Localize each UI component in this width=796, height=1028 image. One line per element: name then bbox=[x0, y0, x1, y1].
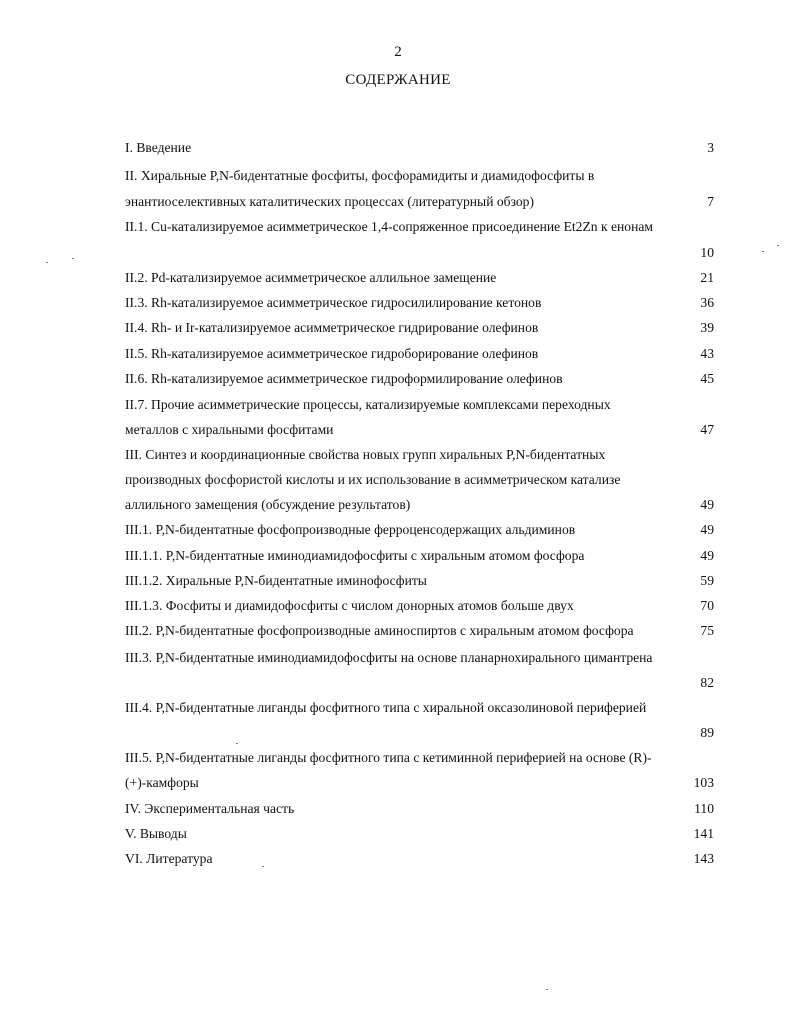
toc-line bbox=[125, 697, 714, 719]
toc-entry-page: 10 bbox=[700, 245, 714, 260]
toc-entry-text: II.1. Cu-катализируемое асимметрическое 1,4-сопряженное присоединение Et2Zn к енонам bbox=[125, 219, 653, 234]
toc-entry-text: III.4. P,N-бидентатные лиганды фосфитного типа с хиральной оксазолиновой периферией bbox=[125, 700, 647, 715]
toc-entry-text: IV. Экспериментальная часть bbox=[125, 801, 295, 816]
page-title: СОДЕРЖАНИЕ bbox=[345, 72, 451, 88]
toc-entry-page: 49 bbox=[700, 548, 714, 563]
toc-entry-page: 143 bbox=[693, 851, 714, 866]
toc-line bbox=[125, 772, 714, 794]
toc-entry-page: 7 bbox=[707, 194, 714, 209]
toc-entry-text: III.1. P,N-бидентатные фосфопроизводные ферроценсодержащих альдиминов bbox=[125, 522, 576, 537]
toc-line bbox=[125, 798, 714, 820]
toc-entry-text: II.7. Прочие асимметрические процессы, катализируемые комплексами переходных bbox=[125, 397, 611, 412]
toc-entry-text: III. Синтез и координационные свойства новых групп хиральных P,N-бидентатных bbox=[125, 447, 606, 462]
toc-entry-text: производных фосфористой кислоты и их использование в асимметрическом катализе bbox=[125, 472, 621, 487]
toc-entry-text: (+)-камфоры bbox=[125, 775, 199, 790]
toc-entry-text: II. Хиральные P,N-бидентатные фосфиты, фосфорамидиты и диамидофосфиты в bbox=[125, 168, 595, 183]
toc-line bbox=[125, 419, 714, 441]
toc-entry-text: V. Выводы bbox=[125, 826, 187, 841]
toc-line bbox=[125, 317, 714, 339]
toc-entry-text: II.2. Pd-катализируемое асимметрическое аллильное замещение bbox=[125, 270, 497, 285]
toc-entry-text: II.3. Rh-катализируемое асимметрическое гидросилилирование кетонов bbox=[125, 295, 542, 310]
toc-line bbox=[125, 368, 714, 390]
toc-line bbox=[125, 647, 714, 669]
toc-line bbox=[125, 137, 714, 159]
toc-line bbox=[125, 672, 714, 694]
toc-line bbox=[125, 595, 714, 617]
toc-entry-page: 36 bbox=[700, 295, 714, 310]
toc-line bbox=[125, 469, 714, 491]
toc-line bbox=[125, 519, 714, 541]
toc-entry-page: 43 bbox=[700, 346, 714, 361]
toc-line bbox=[125, 267, 714, 289]
scan-speck bbox=[546, 989, 548, 990]
toc-entry-page: 103 bbox=[693, 775, 714, 790]
toc-line bbox=[125, 747, 714, 769]
toc-entry-text: III.3. P,N-бидентатные иминодиамидофосфиты на основе планарнохирального цимантрена bbox=[125, 650, 653, 665]
toc-entry-text: III.1.2. Хиральные P,N-бидентатные иминофосфиты bbox=[125, 573, 427, 588]
toc-entry-page: 82 bbox=[700, 675, 714, 690]
toc-entry-text: II.6. Rh-катализируемое асимметрическое гидроформилирование олефинов bbox=[125, 371, 563, 386]
toc-entry-text: III.1.1. P,N-бидентатные иминодиамидофосфиты с хиральным атомом фосфора bbox=[125, 548, 585, 563]
table-of-contents bbox=[125, 0, 714, 1028]
toc-entry-text: II.5. Rh-катализируемое асимметрическое гидроборирование олефинов bbox=[125, 346, 539, 361]
toc-entry-text: металлов с хиральными фосфитами bbox=[125, 422, 334, 437]
toc-line bbox=[125, 823, 714, 845]
toc-entry-text: III.2. P,N-бидентатные фосфопроизводные аминоспиртов с хиральным атомом фосфора bbox=[125, 623, 634, 638]
toc-entry-text: I. Введение bbox=[125, 140, 192, 155]
toc-entry-page: 21 bbox=[700, 270, 714, 285]
toc-line bbox=[125, 191, 714, 213]
toc-entry-page: 3 bbox=[707, 140, 714, 155]
toc-entry-page: 110 bbox=[694, 801, 714, 816]
toc-entry-text: аллильного замещения (обсуждение результатов) bbox=[125, 497, 411, 512]
scan-speck bbox=[262, 866, 264, 867]
scan-speck bbox=[762, 251, 764, 252]
toc-entry-page: 89 bbox=[700, 725, 714, 740]
scan-speck bbox=[46, 262, 48, 263]
toc-line bbox=[125, 848, 714, 870]
scan-speck bbox=[777, 245, 779, 246]
toc-entry-page: 49 bbox=[700, 497, 714, 512]
toc-line bbox=[125, 394, 714, 416]
toc-entry-text: III.5. P,N-бидентатные лиганды фосфитного типа с кетиминной периферией на основе (R)- bbox=[125, 750, 652, 765]
toc-entry-text: II.4. Rh- и Ir-катализируемое асимметрическое гидрирование олефинов bbox=[125, 320, 539, 335]
scan-speck bbox=[236, 743, 238, 744]
toc-entry-page: 59 bbox=[700, 573, 714, 588]
toc-line bbox=[125, 494, 714, 516]
toc-entry-page: 75 bbox=[700, 623, 714, 638]
toc-line bbox=[125, 722, 714, 744]
toc-entry-page: 70 bbox=[700, 598, 714, 613]
toc-entry-text: VI. Литература bbox=[125, 851, 213, 866]
scan-speck bbox=[72, 258, 74, 259]
toc-line bbox=[125, 165, 714, 187]
toc-entry-text: энантиоселективных каталитических процессах (литературный обзор) bbox=[125, 194, 534, 209]
toc-line bbox=[125, 545, 714, 567]
toc-entry-page: 45 bbox=[700, 371, 714, 386]
toc-entry-page: 39 bbox=[700, 320, 714, 335]
toc-line bbox=[125, 343, 714, 365]
toc-line bbox=[125, 216, 714, 238]
toc-entry-text: III.1.3. Фосфиты и диамидофосфиты с числом донорных атомов больше двух bbox=[125, 598, 574, 613]
toc-line bbox=[125, 444, 714, 466]
toc-entry-page: 49 bbox=[700, 522, 714, 537]
toc-line bbox=[125, 292, 714, 314]
toc-entry-page: 47 bbox=[700, 422, 714, 437]
toc-line bbox=[125, 570, 714, 592]
toc-line bbox=[125, 620, 714, 642]
toc-line bbox=[125, 242, 714, 264]
page-number: 2 bbox=[394, 44, 402, 60]
toc-entry-page: 141 bbox=[693, 826, 714, 841]
